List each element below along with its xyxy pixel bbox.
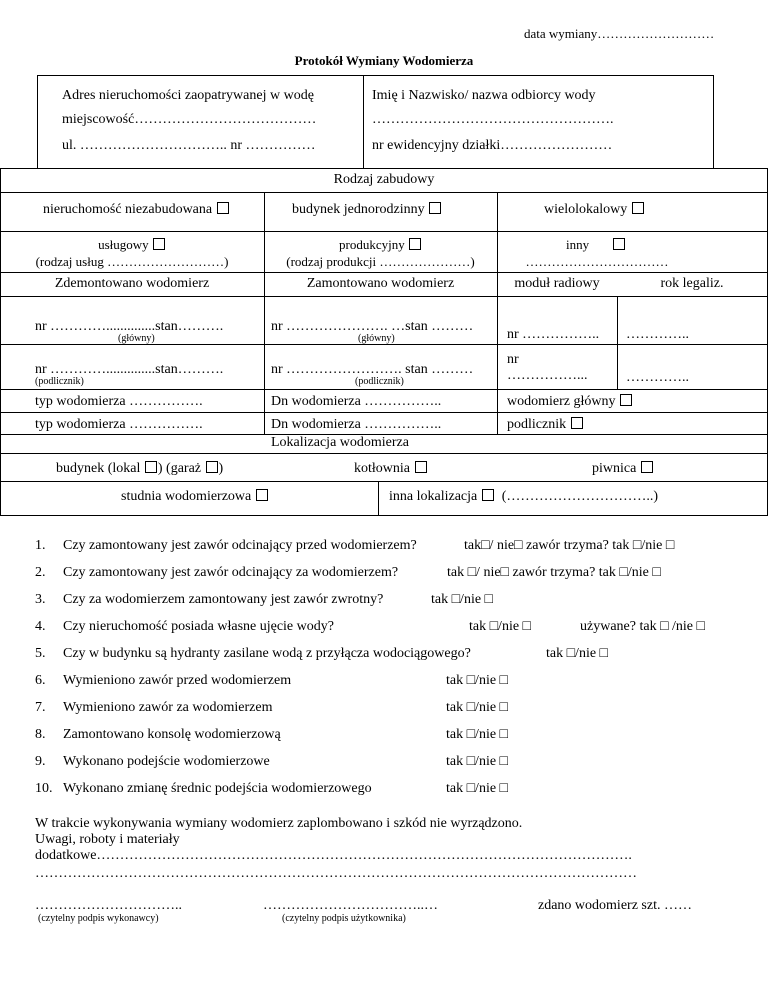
- single-family-option[interactable]: [292, 202, 442, 218]
- question-answer-used[interactable]: używane? tak □ /nie □: [580, 619, 705, 634]
- remarks-dots-line[interactable]: …………………………………………………………………………………………………………………: [35, 866, 637, 881]
- question-number: 6.: [35, 673, 46, 688]
- checkbox-icon[interactable]: [409, 238, 421, 250]
- question-answer[interactable]: tak □/nie □: [446, 781, 509, 796]
- question-answer[interactable]: tak □/nie □: [446, 700, 509, 715]
- multi-unit-label: wielolokalowy: [544, 202, 628, 217]
- question-number: 2.: [35, 565, 46, 580]
- service-kind-field[interactable]: (rodzaj usług ………………………): [35, 254, 229, 269]
- question-number: 3.: [35, 592, 46, 607]
- question-text: Wymieniono zawór przed wodomierzem: [63, 673, 292, 688]
- question-answer[interactable]: tak □/nie □: [546, 646, 609, 661]
- checkbox-icon[interactable]: [632, 202, 644, 214]
- radio-module-header: moduł radiowy: [514, 276, 600, 291]
- checkbox-icon[interactable]: [256, 489, 268, 501]
- question-number: 1.: [35, 538, 46, 553]
- main-meter-option[interactable]: [507, 394, 633, 410]
- service-label: usługowy: [98, 237, 149, 252]
- basement-label: piwnica: [592, 461, 637, 476]
- question-answer[interactable]: tak □/ nie□ zawór trzyma? tak □/nie □: [447, 565, 661, 580]
- checkbox-icon[interactable]: [206, 461, 218, 473]
- checkbox-icon[interactable]: [613, 238, 625, 250]
- checkbox-icon[interactable]: [415, 461, 427, 473]
- meter-type-field[interactable]: typ wodomierza …………….: [35, 417, 203, 432]
- recipient-header: Imię i Nazwisko/ nazwa odbiorcy wody: [372, 88, 596, 103]
- sub-label: (podlicznik): [35, 376, 84, 387]
- question-text: Wymieniono zawór za wodomierzem: [63, 700, 273, 715]
- parcel-field[interactable]: nr ewidencyjny działki……………………: [372, 138, 613, 153]
- well-label: studnia wodomierzowa: [121, 489, 252, 504]
- installed-main-field[interactable]: nr …………………. …stan ………: [271, 319, 474, 334]
- other-location-option[interactable]: [389, 489, 658, 505]
- locality-field[interactable]: miejscowość…………………………………: [62, 112, 317, 127]
- user-signature-label: (czytelny podpis użytkownika): [282, 913, 406, 924]
- checkbox-icon[interactable]: [429, 202, 441, 214]
- radio-nr-sub-label: nr: [507, 352, 519, 367]
- checkbox-icon[interactable]: [641, 461, 653, 473]
- checkbox-icon[interactable]: [145, 461, 157, 473]
- meter-dn-field[interactable]: Dn wodomierza ……………..: [271, 394, 442, 409]
- question-number: 9.: [35, 754, 46, 769]
- undeveloped-option[interactable]: [43, 202, 230, 218]
- question-text: Czy zamontowany jest zawór odcinający przed wodomierzem?: [63, 538, 417, 553]
- date-field[interactable]: data wymiany………………………: [524, 26, 715, 41]
- other-location-field[interactable]: (…………………………..): [501, 489, 659, 504]
- undeveloped-label: nieruchomość niezabudowana: [43, 202, 213, 217]
- production-option[interactable]: [264, 237, 497, 253]
- well-option[interactable]: [121, 489, 269, 505]
- question-text: Wykonano podejście wodomierzowe: [63, 754, 270, 769]
- year-sub-field[interactable]: …………..: [626, 370, 689, 385]
- question-answer[interactable]: tak □/nie □: [431, 592, 494, 607]
- recipient-name-field[interactable]: …………………………………………….: [372, 112, 614, 127]
- building-location-close: ): [218, 461, 224, 476]
- checkbox-icon[interactable]: [620, 394, 632, 406]
- legal-year-header: rok legaliz.: [660, 276, 724, 291]
- contractor-signature-field[interactable]: …………………………..: [35, 898, 182, 913]
- single-family-label: budynek jednorodzinny: [292, 202, 425, 217]
- additional-remarks-field[interactable]: dodatkowe…………………………………………………………………………………………………….: [35, 848, 632, 863]
- production-kind-field[interactable]: (rodzaj produkcji …………………): [286, 254, 475, 269]
- other-option[interactable]: [566, 237, 626, 253]
- production-label: produkcyjny: [339, 237, 405, 252]
- question-answer[interactable]: tak □/nie □: [469, 619, 532, 634]
- question-text: Wykonano zmianę średnic podejścia wodomierzowego: [63, 781, 372, 796]
- page-title: Protokół Wymiany Wodomierza: [294, 53, 474, 68]
- question-text: Czy za wodomierzem zamontowany jest zawór zwrotny?: [63, 592, 384, 607]
- other-label: inny: [566, 237, 590, 252]
- main-meter-label: wodomierz główny: [507, 394, 616, 409]
- year-main-field[interactable]: …………..: [626, 327, 689, 342]
- checkbox-icon[interactable]: [217, 202, 229, 214]
- sub-meter-label: podlicznik: [507, 417, 567, 432]
- radio-nr-main-field[interactable]: nr ……………..: [507, 327, 600, 342]
- question-answer[interactable]: tak □/nie □: [446, 673, 509, 688]
- question-text: Czy zamontowany jest zawór odcinający za wodomierzem?: [63, 565, 399, 580]
- removed-sub-field[interactable]: nr …………..............stan……….: [35, 362, 224, 377]
- meters-handed-field[interactable]: zdano wodomierz szt. ……: [538, 898, 692, 913]
- sub-meter-option[interactable]: [507, 417, 584, 433]
- meter-type-field[interactable]: typ wodomierza …………….: [35, 394, 203, 409]
- boiler-room-option[interactable]: [354, 461, 428, 477]
- location-title: Lokalizacja wodomierza: [271, 435, 409, 450]
- building-location-option[interactable]: [56, 461, 223, 477]
- sub-label: (podlicznik): [355, 376, 404, 387]
- multi-unit-option[interactable]: [544, 202, 645, 218]
- checkbox-icon[interactable]: [482, 489, 494, 501]
- remarks-label: Uwagi, roboty i materiały: [35, 832, 180, 847]
- question-number: 4.: [35, 619, 46, 634]
- meter-dn-field[interactable]: Dn wodomierza ……………..: [271, 417, 442, 432]
- user-signature-field[interactable]: ……………………………..…: [263, 898, 438, 913]
- removed-meter-header: Zdemontowano wodomierz: [54, 276, 210, 291]
- question-text: Zamontowano konsolę wodomierzową: [63, 727, 281, 742]
- garage-label: ) (garaż: [157, 461, 202, 476]
- other-location-label: inna lokalizacja: [389, 489, 478, 504]
- statement-text: W trakcie wykonywania wymiany wodomierz zaplombowano i szkód nie wyrządzono.: [35, 816, 523, 831]
- address-header: Adres nieruchomości zaopatrywanej w wodę: [62, 88, 314, 103]
- removed-main-field[interactable]: nr …………..............stan……….: [35, 319, 224, 334]
- main-label: (główny): [118, 333, 155, 344]
- basement-option[interactable]: [592, 461, 654, 477]
- radio-nr-sub-field[interactable]: ……………...: [507, 368, 588, 383]
- question-text: Czy w budynku są hydranty zasilane wodą z przyłącza wodociągowego?: [63, 646, 471, 661]
- installed-sub-field[interactable]: nr ……………………. stan ………: [271, 362, 474, 377]
- building-type-title: Rodzaj zabudowy: [333, 172, 435, 187]
- contractor-signature-label: (czytelny podpis wykonawcy): [38, 913, 159, 924]
- question-text: Czy nieruchomość posiada własne ujęcie wody?: [63, 619, 334, 634]
- question-number: 7.: [35, 700, 46, 715]
- question-answer[interactable]: tak □/nie □: [446, 727, 509, 742]
- question-answer[interactable]: tak□/ nie□ zawór trzyma? tak □/nie □: [464, 538, 675, 553]
- question-number: 8.: [35, 727, 46, 742]
- question-number: 5.: [35, 646, 46, 661]
- main-label: (główny): [358, 333, 395, 344]
- checkbox-icon[interactable]: [571, 417, 583, 429]
- service-option[interactable]: [0, 237, 264, 253]
- question-answer[interactable]: tak □/nie □: [446, 754, 509, 769]
- installed-meter-header: Zamontowano wodomierz: [306, 276, 455, 291]
- checkbox-icon[interactable]: [153, 238, 165, 250]
- question-number: 10.: [35, 781, 53, 796]
- other-kind-field[interactable]: ……………………………: [525, 254, 669, 269]
- street-field[interactable]: ul. ………………………….. nr ……………: [62, 138, 316, 153]
- building-location-label: budynek (lokal: [56, 461, 141, 476]
- boiler-room-label: kotłownia: [354, 461, 410, 476]
